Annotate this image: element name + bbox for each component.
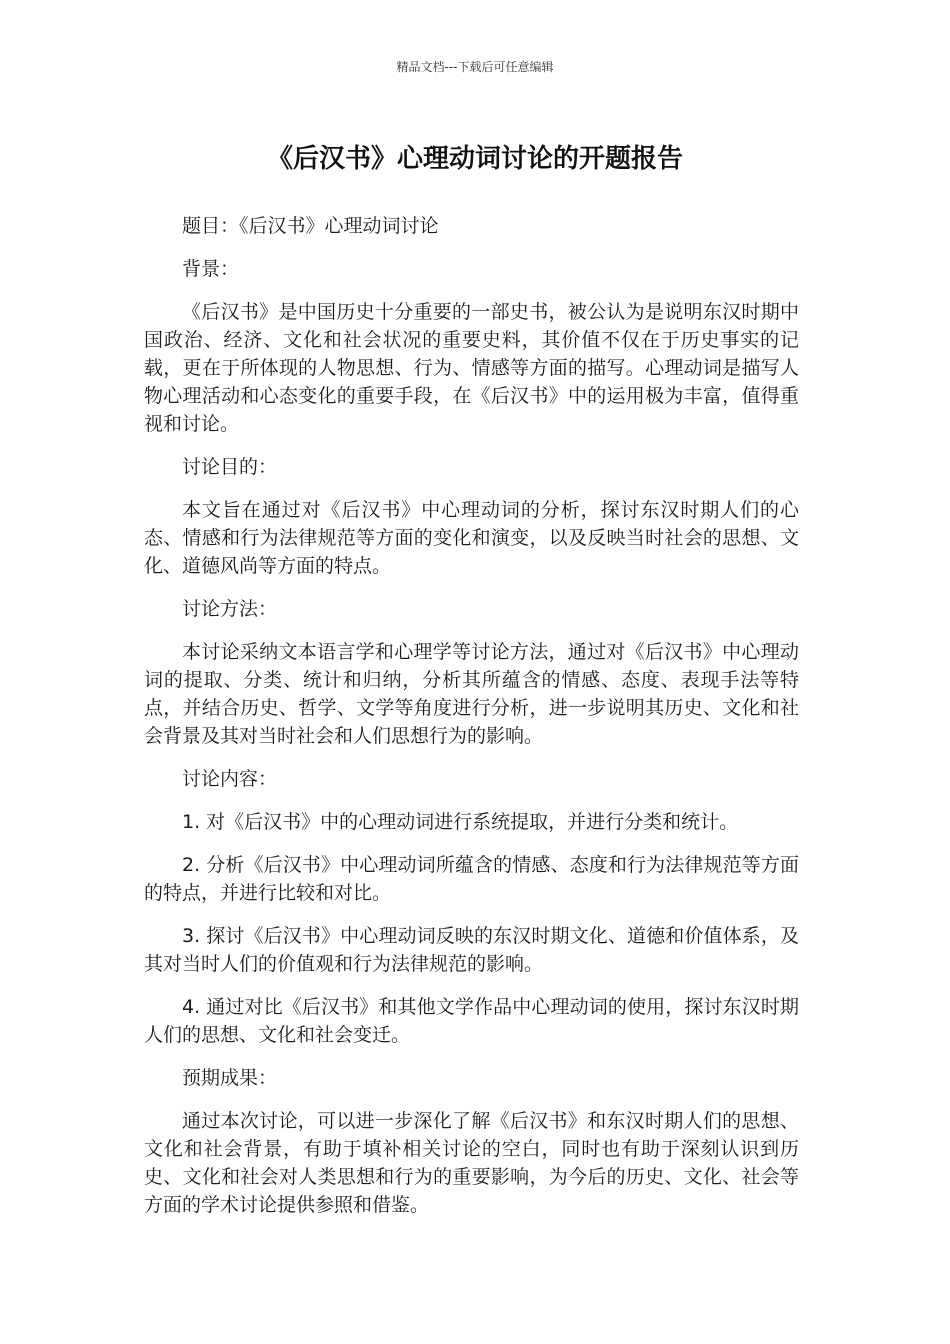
topic-line: 题目：《后汉书》心理动词讨论 [182, 215, 439, 237]
purpose-label: 讨论目的： [182, 456, 278, 478]
header-note: 精品文档---下载后可任意编辑 [396, 60, 554, 74]
content-item-2: 2. 分析《后汉书》中心理动词所蕴含的情感、态度和行为法律规范等方面的特点，并进行比较和对比。 [144, 854, 799, 904]
content-item-3: 3. 探讨《后汉书》中心理动词反映的东汉时期文化、道德和价值体系，及其对当时人们的价值观和行为法律规范的影响。 [144, 925, 799, 975]
results-label: 预期成果： [182, 1067, 278, 1089]
purpose-paragraph: 本文旨在通过对《后汉书》中心理动词的分析，探讨东汉时期人们的心态、情感和行为法律规范等方面的变化和演变，以及反映当时社会的思想、文化、道德风尚等方面的特点。 [144, 499, 799, 577]
background-label: 背景： [182, 258, 240, 280]
method-paragraph: 本讨论采纳文本语言学和心理学等讨论方法，通过对《后汉书》中心理动词的提取、分类、统计和归纳，分析其所蕴含的情感、态度、表现手法等特点，并结合历史、哲学、文学等角度进行分析，进一步说明其历史、文化和社会背景及其对当时社会和人们思想行为的影响。 [144, 641, 799, 747]
content-item-4: 4. 通过对比《后汉书》和其他文学作品中心理动词的使用，探讨东汉时期人们的思想、文化和社会变迁。 [144, 996, 799, 1046]
content-item-1: 1. 对《后汉书》中的心理动词进行系统提取，并进行分类和统计。 [182, 811, 739, 833]
background-paragraph: 《后汉书》是中国历史十分重要的一部史书，被公认为是说明东汉时期中国政治、经济、文化和社会状况的重要史料，其价值不仅在于历史事实的记载，更在于所体现的人物思想、行为、情感等方面的描写。心理动词是描写人物心理活动和心态变化的重要手段，在《后汉书》中的运用极为丰富，值得重视和讨论。 [144, 301, 799, 435]
document-title: 《后汉书》心理动词讨论的开题报告 [266, 144, 683, 174]
results-paragraph: 通过本次讨论，可以进一步深化了解《后汉书》和东汉时期人们的思想、文化和社会背景，有助于填补相关讨论的空白，同时也有助于深刻认识到历史、文化和社会对人类思想和行为的重要影响，为今后的历史、文化、社会等方面的学术讨论提供参照和借鉴。 [144, 1110, 799, 1216]
document-body [144, 212, 799, 1234]
method-label: 讨论方法： [182, 598, 278, 620]
content-label: 讨论内容： [182, 768, 278, 790]
